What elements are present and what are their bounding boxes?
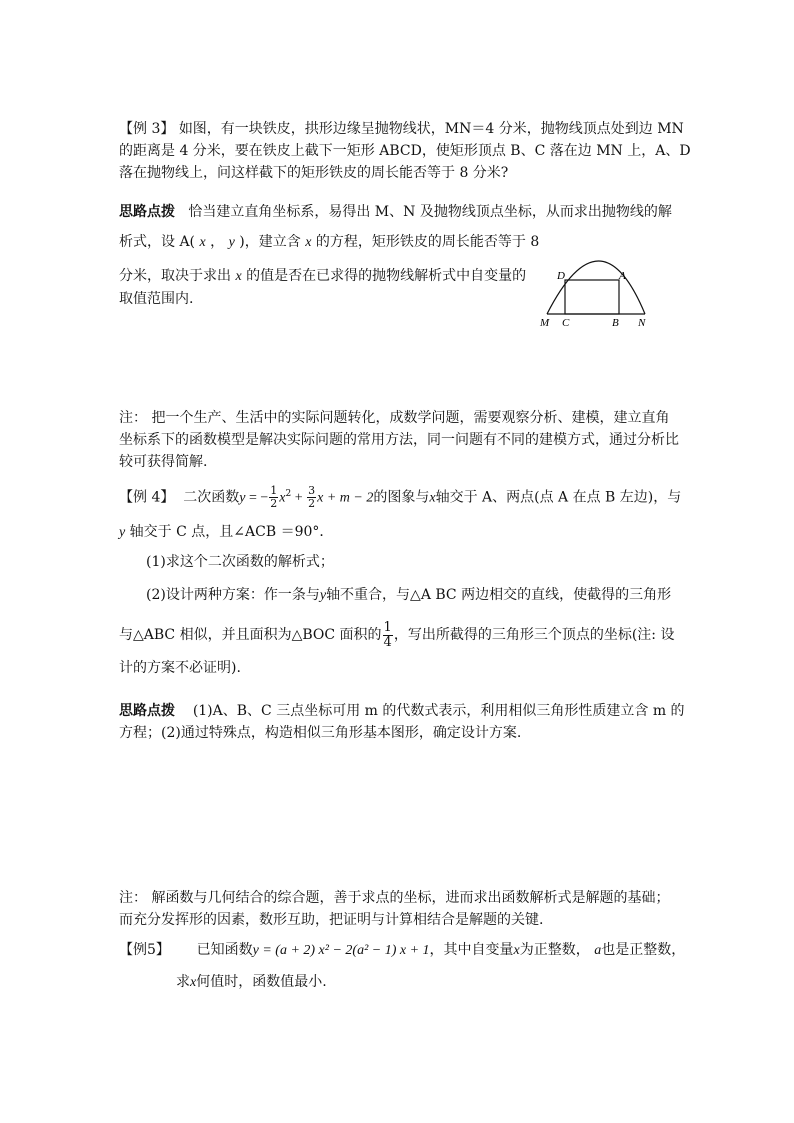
ex4-xaxis: x: [429, 490, 436, 506]
ex5-line2b: 何值时，函数值最小.: [196, 974, 327, 990]
hint3-var-x3: x: [235, 269, 242, 284]
ex3-tag: 【例 3】: [119, 121, 175, 137]
hint4-line2: 方程；(2)通过特殊点，构造相似三角形基本图形，确定设计方案.: [119, 725, 522, 741]
ex4-q3: [119, 620, 679, 650]
ex4-q3a: 与△ABC 相似，并且面积为△BOC 面积的: [119, 627, 382, 643]
hint4-title: 思路点拨: [119, 703, 175, 719]
ex4-y: y: [239, 490, 246, 506]
ex4-frac3: $\frac{1}{4}$: [383, 619, 392, 650]
label-m: M: [540, 317, 550, 328]
ex4-q4: 计的方案不必证明).: [119, 660, 241, 676]
ex4-q3b: ，写出所截得的三角形三个顶点的坐标(注: 设: [393, 627, 675, 643]
hint3-var-x2: x: [305, 235, 312, 250]
label-d: D: [557, 270, 565, 282]
ex5-line2x: x: [190, 975, 197, 990]
ex3-line2: 的距离是 4 分米，要在铁皮上截下一矩形 ABCD，使矩形顶点 B、C 落在边 MN 上，A、D: [119, 143, 691, 159]
hint3-text2c: 的方程，矩形铁皮的周长能否等于 8: [315, 234, 540, 250]
parabola-figure: [535, 244, 655, 328]
ex4-pre: 二次函数: [183, 489, 240, 506]
hint3-comma: ，: [210, 234, 225, 250]
ex5-mid: ，其中自变量: [429, 942, 514, 958]
hint4-text1: (1)A、B、C 三点坐标可用 m 的代数式表示，利用相似三角形性质建立含 m 的: [192, 703, 685, 719]
ex4-x: x: [279, 490, 286, 506]
ex5-line2a: 求: [176, 974, 190, 990]
note2-line1: 注： 解函数与几何结合的综合题，善于求点的坐标，进而求出函数解析式是解题的基础；: [119, 890, 670, 906]
label-n: N: [638, 317, 646, 328]
ex4-rest: x + m − 2: [317, 490, 374, 506]
ex3-text1: 如图，有一块铁皮，拱形边缘呈抛物线状，MN＝4 分米，抛物线顶点处到边 MN: [178, 121, 684, 137]
note1-line2: 坐标系下的函数模型是解决实际问题的常用方法，同一问题有不同的建模方式，通过分析比: [119, 432, 679, 448]
hint3-var-x: x: [199, 235, 206, 250]
ex5-pre: 已知函数: [196, 942, 253, 958]
ex4-post2: 轴交于 A、两点(点 A 在点 B 左边)，与: [435, 489, 682, 506]
note2-line2: 而充分发挥形的因素，数形互助，把证明与计算相结合是解题的关键.: [119, 912, 544, 928]
hint3-var-y: y: [228, 235, 235, 250]
ex4-line2-text: 轴交于 C 点，且∠ACB ＝90°．: [125, 524, 334, 540]
hint3-line3: [119, 265, 539, 288]
hint3-text3a: 分米，取决于求出: [119, 268, 231, 284]
ex5-formula: y = (a + 2) x² − 2(a² − 1) x + 1: [252, 943, 430, 958]
hint4-line1: [119, 700, 685, 722]
ex5-x: x: [513, 943, 520, 958]
ex4-sq: 2: [285, 489, 292, 499]
ex5-mid2: 为正整数，: [519, 942, 590, 958]
hint3-line1: [119, 201, 679, 223]
hint3-text2b: )，建立含: [239, 234, 301, 250]
rectangle-abcd: [565, 280, 619, 314]
hint3-text3b: 的值是否在已求得的抛物线解析式中自变量的: [246, 268, 527, 284]
ex4-plus: +: [291, 490, 307, 506]
ex4-frac2: $\frac{3}{2}$: [308, 484, 316, 511]
ex4-yaxis: y: [119, 525, 126, 540]
ex5-line1: [119, 939, 686, 962]
ex4-q2b: 轴不重合，与△A BC 两边相交的直线，使截得的三角形: [326, 587, 672, 603]
ex4-eq: = −: [245, 490, 269, 506]
ex3-line3: 落在抛物线上，问这样截下的矩形铁皮的周长能否等于 8 分米?: [119, 165, 509, 181]
ex4-tag: 【例 4】: [119, 489, 175, 506]
ex4-q2a: (2)设计两种方案：作一条与: [146, 587, 320, 603]
ex4-q1: (1)求这个二次函数的解析式；: [146, 554, 334, 570]
ex3-line1: [119, 118, 684, 140]
hint3-text1: 恰当建立直角坐标系，易得出 M、N 及抛物线顶点坐标，从而求出抛物线的解: [188, 204, 672, 220]
label-c: C: [562, 317, 570, 328]
hint3-line4: 取值范围内.: [119, 291, 194, 307]
ex4-frac1: $\frac{1}{2}$: [270, 484, 278, 511]
ex4-q2: [146, 584, 706, 607]
ex4-line1: [119, 479, 682, 514]
ex5-line2: [176, 971, 736, 994]
note1-line1: 注： 把一个生产、生活中的实际问题转化，成数学问题，需要观察分析、建模，建立直角: [119, 410, 670, 426]
ex4-post: 的图象与: [373, 489, 430, 506]
hint3-title: 思路点拨: [119, 204, 175, 220]
hint3-text2a: 析式，设 A(: [119, 234, 196, 250]
ex4-line2: [119, 521, 679, 544]
label-b: B: [612, 317, 619, 328]
label-a: A: [619, 270, 626, 282]
note1-line3: 较可获得简解.: [119, 454, 208, 470]
ex4-q2y: y: [319, 588, 327, 603]
ex5-post: 也是正整数，: [601, 942, 686, 958]
ex5-tag: 【例5】: [119, 942, 170, 958]
ex5-a: a: [594, 943, 602, 958]
parabola-curve: [547, 261, 645, 314]
